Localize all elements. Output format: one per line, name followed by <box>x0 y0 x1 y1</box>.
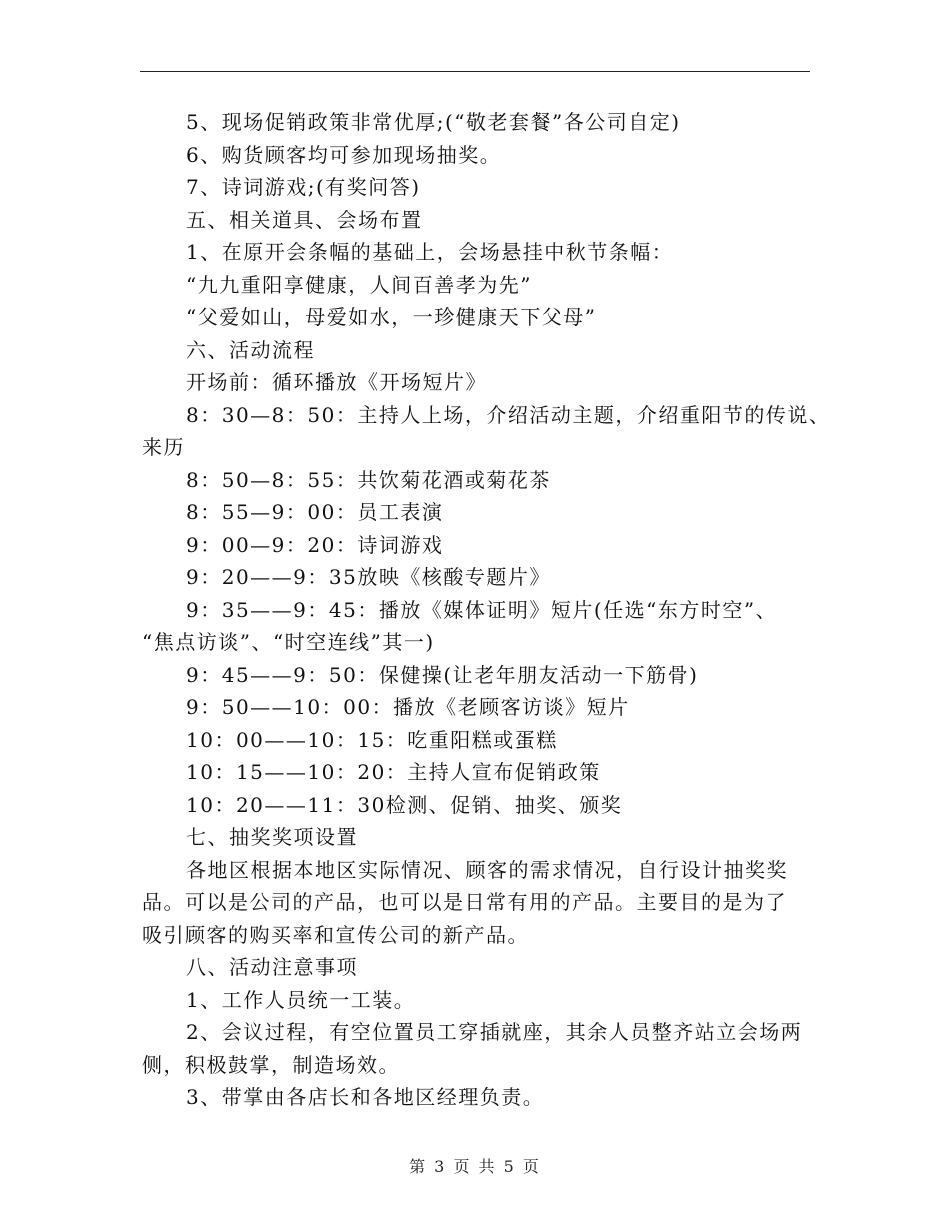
text-line: 9：20——9：35放映《核酸专题片》 <box>186 565 551 589</box>
text-line: 9：00—9：20：诗词游戏 <box>186 532 444 557</box>
text-line: 5、现场促销政策非常优厚;(“敬老套餐”各公司自定) <box>186 110 681 134</box>
text-line: 侧，积极鼓掌，制造场效。 <box>142 1052 400 1077</box>
text-line: 10：20——11：30检测、促销、抽奖、颁奖 <box>186 792 623 817</box>
text-line: 6、购货顾客均可参加现场抽奖。 <box>186 142 502 167</box>
text-line: 1、工作人员统一工装。 <box>186 987 416 1012</box>
text-line: 开场前：循环播放《开场短片》 <box>186 370 487 394</box>
text-line: 9：50——10：00：播放《老顾客访谈》短片 <box>186 695 630 719</box>
text-line: 10：00——10：15：吃重阳糕或蛋糕 <box>186 727 558 752</box>
text-line: 9：45——9：50：保健操(让老年朋友活动一下筋骨) <box>186 662 699 687</box>
text-line: 7、诗词游戏;(有奖问答) <box>186 175 421 199</box>
document-body <box>142 106 831 1114</box>
header-rule <box>140 71 810 72</box>
text-line: 8：50—8：55：共饮菊花酒或菊花茶 <box>186 467 551 492</box>
text-line: “九九重阳享健康，人间百善孝为先” <box>186 272 532 297</box>
text-line: 六、活动流程 <box>186 337 315 362</box>
text-line: 10：15——10：20：主持人宣布促销政策 <box>186 760 601 784</box>
page-footer: 第 3 页 共 5 页 <box>409 1157 541 1176</box>
text-line: “父爱如山，母爱如水，一珍健康天下父母” <box>186 305 597 329</box>
text-line: 9：35——9：45：播放《媒体证明》短片(任选“东方时空”、 <box>186 597 778 622</box>
text-line: 1、在原开会条幅的基础上，会场悬挂中秋节条幅： <box>186 240 674 264</box>
text-line: 吸引顾客的购买率和宣传公司的新产品。 <box>142 922 529 947</box>
text-line: “焦点访谈”、“时空连线”其一) <box>142 630 435 654</box>
text-line: 2、会议过程，有空位置员工穿插就座，其余人员整齐站立会场两 <box>186 1020 803 1044</box>
text-line: 八、活动注意事项 <box>186 955 358 979</box>
text-line: 各地区根据本地区实际情况、顾客的需求情况，自行设计抽奖奖 <box>186 857 788 882</box>
text-line: 3、带掌由各店长和各地区经理负责。 <box>186 1085 545 1109</box>
text-line: 8：55—9：00：员工表演 <box>186 500 444 524</box>
text-line: 七、抽奖奖项设置 <box>186 825 358 849</box>
text-line: 8：30—8：50：主持人上场，介绍活动主题，介绍重阳节的传说、 <box>186 402 831 427</box>
text-line: 品。可以是公司的产品，也可以是日常有用的产品。主要目的是为了 <box>142 890 787 914</box>
text-line: 五、相关道具、会场布置 <box>186 207 423 232</box>
text-line: 来历 <box>142 435 185 459</box>
